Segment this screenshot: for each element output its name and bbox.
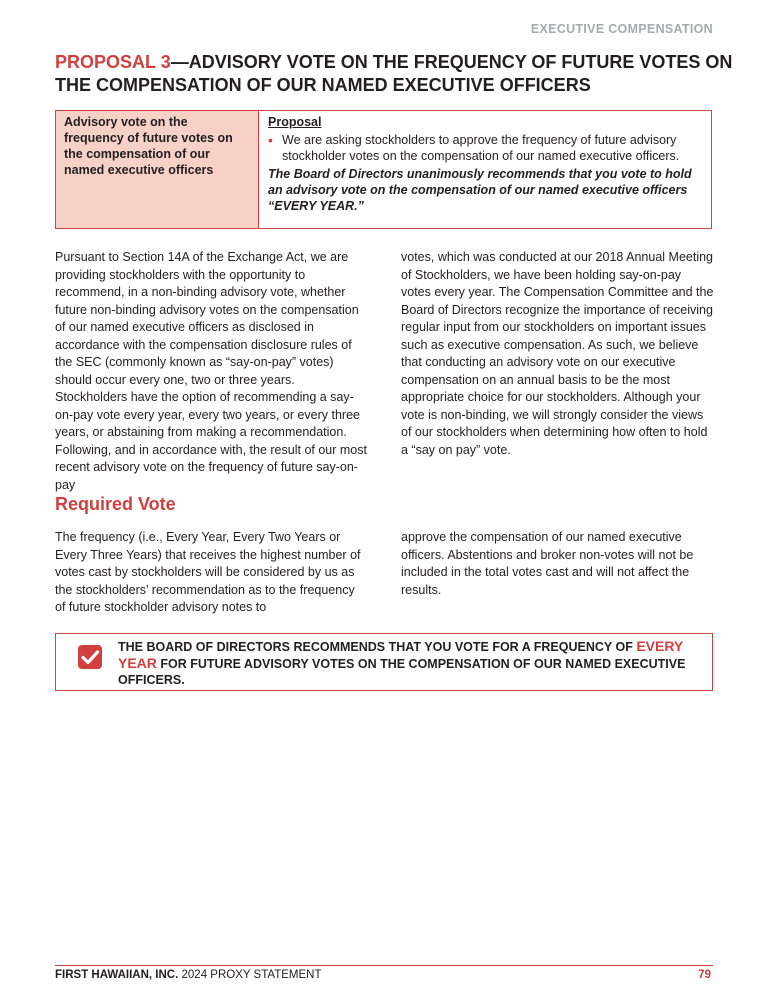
bullet-icon: • xyxy=(268,132,273,148)
proposal-summary-content xyxy=(259,111,711,228)
footer-company: FIRST HAWAIIAN, INC. xyxy=(55,969,179,981)
proposal-heading: Proposal xyxy=(268,115,322,129)
proposal-title: —ADVISORY VOTE ON THE FREQUENCY OF FUTURE VOTES ON THE COMPENSATION OF OUR NAMED EXECUTIVE OFFICERS xyxy=(55,52,733,95)
board-recommendation-box xyxy=(55,633,713,691)
required-vote-heading: Required Vote xyxy=(55,494,176,514)
board-recommendation-statement: The Board of Directors unanimously recommends that you vote to hold an advisory vote on the compensation of our named executive officers “EVERY YEAR.” xyxy=(268,167,692,213)
checkbox-checked-icon xyxy=(78,645,102,669)
section-label: EXECUTIVE COMPENSATION xyxy=(530,22,713,36)
proposal-number: PROPOSAL 3 xyxy=(55,52,171,72)
proposal-bullet xyxy=(268,132,703,164)
recommendation-text-end: FOR FUTURE ADVISORY VOTES ON THE COMPENSATION OF OUR NAMED EXECUTIVE OFFICERS. xyxy=(118,657,686,687)
page-number: 79 xyxy=(698,969,711,981)
footer-doc-name: 2024 PROXY STATEMENT xyxy=(178,969,322,981)
proposal-bullet-text: We are asking stockholders to approve the frequency of future advisory stockholder votes on the compensation of our named executive officers. xyxy=(282,133,680,163)
intro-paragraph-left: Pursuant to Section 14A of the Exchange Act, we are providing stockholders with the opportunity to recommend, in a non-binding advisory vote, whether future non-binding advisory votes on the compensation of our named executive officers as disclosed in accordance with the compensation disclosure rules of the SEC (commonly known as “say-on-pay” votes) should occur every one, two or three years. Stockholders have the option of recommending a say-on-pay vote every year, every two years, or every three years, or abstaining from making a recommendation. Following, and in accordance with, the result of our most recent advisory vote on the frequency of future say-on-pay xyxy=(55,250,367,492)
proposal-summary-box xyxy=(55,110,712,229)
required-vote-paragraph-left: The frequency (i.e., Every Year, Every Two Years or Every Three Years) that receives the highest number of votes cast by stockholders will be considered by us as the stockholders’ recommendation as to the frequency of future stockholder advisory notes to xyxy=(55,530,361,614)
intro-paragraph-right: votes, which was conducted at our 2018 Annual Meeting of Stockholders, we have been holding say-on-pay votes every year. The Compensation Committee and the Board of Directors recognize the importance of receiving regular input from our stockholders on important issues such as executive compensation. As such, we believe that conducting an advisory vote on our executive compensation on an annual basis to be the most appropriate choice for our stockholders. Although your vote is non-binding, we will strongly consider the views of our stockholders when determining how often to hold a “say on pay” vote. xyxy=(401,250,714,457)
recommendation-highlight: EVERY YEAR xyxy=(118,638,684,671)
required-vote-paragraph-right: approve the compensation of our named executive officers. Abstentions and broker non-votes will not be included in the total votes cast and will not affect the results. xyxy=(401,530,694,597)
recommendation-text-start: THE BOARD OF DIRECTORS RECOMMENDS THAT YOU VOTE FOR A FREQUENCY OF xyxy=(118,640,637,654)
footer-document-title xyxy=(55,969,321,981)
page-title xyxy=(55,51,735,97)
footer-divider xyxy=(55,965,713,966)
board-recommendation-text xyxy=(118,638,688,688)
proposal-summary-label: Advisory vote on the frequency of future votes on the compensation of our named executive officers xyxy=(56,111,259,228)
